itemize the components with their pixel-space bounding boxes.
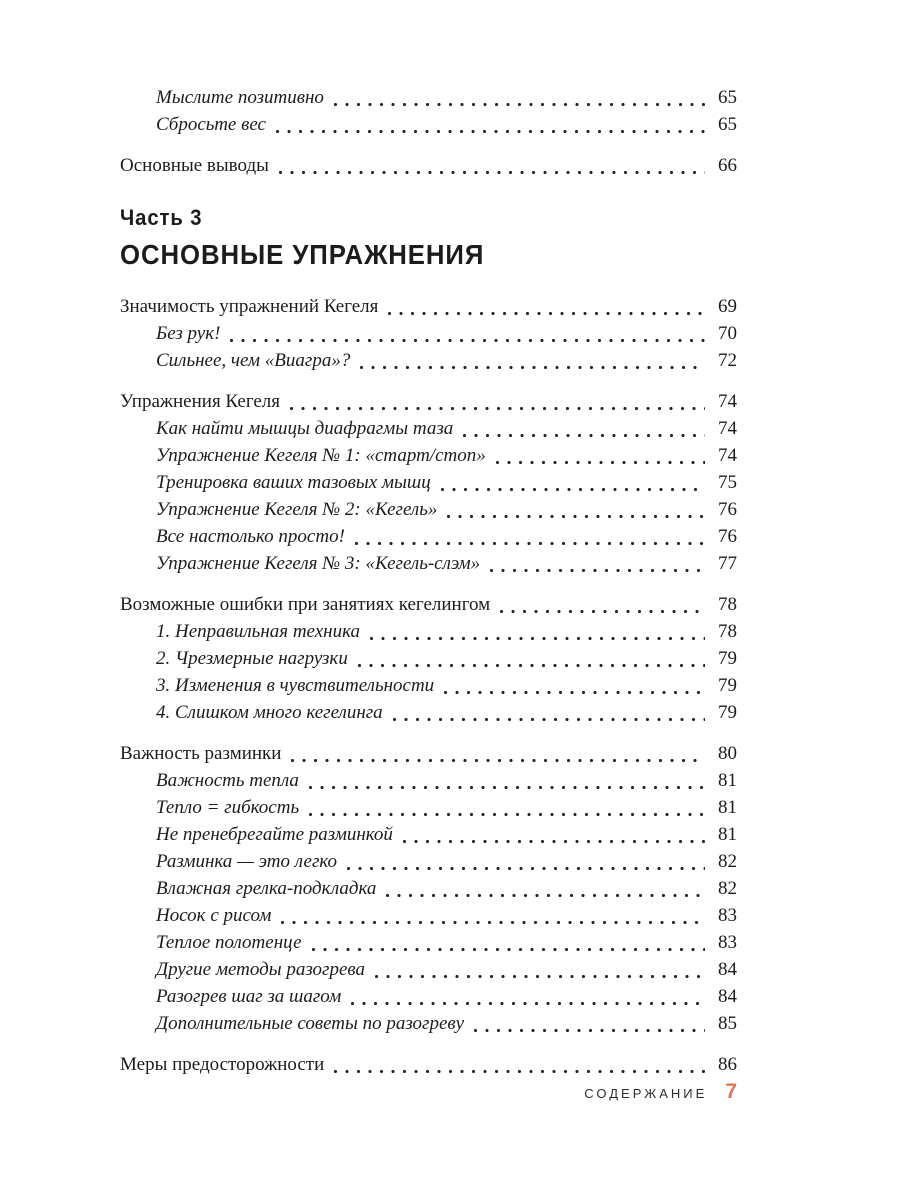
part-title: ОСНОВНЫЕ УПРАЖНЕНИЯ bbox=[120, 239, 485, 270]
dot-leader bbox=[279, 171, 705, 174]
toc-entry-page: 78 bbox=[718, 594, 737, 615]
toc-entry-label: 1. Неправильная техника bbox=[156, 621, 361, 642]
dot-leader bbox=[358, 664, 705, 667]
toc-entry bbox=[120, 902, 737, 929]
toc-entry bbox=[120, 293, 737, 320]
toc-entry bbox=[120, 111, 737, 138]
toc-entry bbox=[120, 1051, 737, 1078]
dot-leader bbox=[444, 691, 705, 694]
toc-entry bbox=[120, 983, 737, 1010]
toc-entry-page: 81 bbox=[718, 824, 737, 845]
toc-entry bbox=[120, 740, 737, 767]
toc-entry-page: 83 bbox=[718, 932, 737, 953]
toc-entry-page: 69 bbox=[718, 296, 737, 317]
toc-entry-label: Упражнение Кегеля № 3: «Кегель-слэм» bbox=[156, 553, 481, 574]
dot-leader bbox=[447, 515, 705, 518]
toc-entry-page: 75 bbox=[718, 472, 737, 493]
toc-entry-label: Упражнение Кегеля № 2: «Кегель» bbox=[156, 499, 438, 520]
toc-entry bbox=[120, 767, 737, 794]
dot-leader bbox=[496, 461, 705, 464]
toc-entry-label: Упражнение Кегеля № 1: «старт/стоп» bbox=[156, 445, 486, 466]
toc-entry-label: Другие методы разогрева bbox=[156, 959, 365, 980]
dot-leader bbox=[291, 759, 705, 762]
toc-entry-label: Сбросьте вес bbox=[156, 114, 266, 135]
dot-leader bbox=[309, 786, 705, 789]
toc-entry-page: 65 bbox=[718, 114, 737, 135]
toc-entry bbox=[120, 848, 737, 875]
toc-entry-label: 4. Слишком много кегелинга bbox=[156, 702, 383, 723]
toc-entry-page: 74 bbox=[718, 418, 737, 439]
toc-entry-page: 79 bbox=[718, 675, 737, 696]
dot-leader bbox=[355, 542, 705, 545]
toc-entry-page: 74 bbox=[718, 445, 737, 466]
toc-entry bbox=[120, 415, 737, 442]
toc-list-top bbox=[120, 84, 737, 179]
footer-section-label: СОДЕРЖАНИЕ bbox=[584, 1086, 708, 1101]
toc-entry-page: 80 bbox=[718, 743, 737, 764]
toc-entry-page: 79 bbox=[718, 648, 737, 669]
toc-entry bbox=[120, 699, 737, 726]
dot-leader bbox=[441, 488, 705, 491]
page-footer bbox=[584, 1080, 737, 1104]
toc-entry-page: 72 bbox=[718, 350, 737, 371]
toc-entry bbox=[120, 794, 737, 821]
toc-entry bbox=[120, 550, 737, 577]
dot-leader bbox=[360, 366, 705, 369]
toc-entry bbox=[120, 1010, 737, 1037]
toc-entry bbox=[120, 618, 737, 645]
toc-list-main bbox=[120, 293, 737, 1078]
toc-entry-page: 79 bbox=[718, 702, 737, 723]
dot-leader bbox=[463, 434, 705, 437]
toc-entry-label: Как найти мышцы диафрагмы таза bbox=[156, 418, 454, 439]
toc-entry bbox=[120, 672, 737, 699]
dot-leader bbox=[403, 840, 705, 843]
toc-entry-label: Тренировка ваших тазовых мышц bbox=[156, 472, 431, 493]
dot-leader bbox=[500, 610, 705, 613]
toc-entry-label: Возможные ошибки при занятиях кегелингом bbox=[120, 594, 491, 615]
toc-entry bbox=[120, 591, 737, 618]
toc-entry-label: Меры предосторожности bbox=[120, 1054, 325, 1075]
toc-entry bbox=[120, 469, 737, 496]
toc-entry bbox=[120, 320, 737, 347]
toc-entry-label: Разогрев шаг за шагом bbox=[156, 986, 342, 1007]
toc-entry-label: 3. Изменения в чувствительности bbox=[156, 675, 435, 696]
toc-entry-page: 74 bbox=[718, 391, 737, 412]
dot-leader bbox=[386, 894, 705, 897]
dot-leader bbox=[490, 569, 705, 572]
toc-entry bbox=[120, 496, 737, 523]
toc-entry-label: Все настолько просто! bbox=[156, 526, 345, 547]
toc-entry bbox=[120, 442, 737, 469]
toc-entry-label: Разминка — это легко bbox=[156, 851, 338, 872]
toc-entry-label: Мыслите позитивно bbox=[156, 87, 324, 108]
dot-leader bbox=[281, 921, 705, 924]
toc-entry bbox=[120, 821, 737, 848]
toc-entry-page: 70 bbox=[718, 323, 737, 344]
toc-entry-page: 82 bbox=[718, 878, 737, 899]
toc-entry-page: 85 bbox=[718, 1013, 737, 1034]
dot-leader bbox=[334, 103, 705, 106]
toc-entry-page: 84 bbox=[718, 959, 737, 980]
toc-entry-page: 82 bbox=[718, 851, 737, 872]
toc-entry-page: 86 bbox=[718, 1054, 737, 1075]
part-heading bbox=[120, 205, 737, 271]
toc-entry-label: Сильнее, чем «Виагра»? bbox=[156, 350, 351, 371]
dot-leader bbox=[290, 407, 705, 410]
toc-entry-page: 78 bbox=[718, 621, 737, 642]
dot-leader bbox=[334, 1070, 705, 1073]
part-label: Часть 3 bbox=[120, 205, 203, 230]
dot-leader bbox=[230, 339, 705, 342]
toc-entry-page: 65 bbox=[718, 87, 737, 108]
toc-entry-label: Основные выводы bbox=[120, 155, 269, 176]
toc-entry-label: Теплое полотенце bbox=[156, 932, 302, 953]
toc-entry bbox=[120, 84, 737, 111]
toc-entry-page: 84 bbox=[718, 986, 737, 1007]
toc-entry-page: 83 bbox=[718, 905, 737, 926]
toc-entry-label: Влажная грелка-подкладка bbox=[156, 878, 377, 899]
toc-entry-label: 2. Чрезмерные нагрузки bbox=[156, 648, 348, 669]
toc-entry-label: Важность тепла bbox=[156, 770, 299, 791]
toc-entry-label: Упражнения Кегеля bbox=[120, 391, 281, 412]
toc-entry-label: Не пренебрегайте разминкой bbox=[156, 824, 393, 845]
toc-entry bbox=[120, 875, 737, 902]
dot-leader bbox=[347, 867, 705, 870]
dot-leader bbox=[309, 813, 705, 816]
toc-entry-page: 81 bbox=[718, 797, 737, 818]
toc-entry-label: Значимость упражнений Кегеля bbox=[120, 296, 379, 317]
toc-entry-page: 66 bbox=[718, 155, 737, 176]
toc-entry bbox=[120, 956, 737, 983]
toc-entry-page: 77 bbox=[718, 553, 737, 574]
dot-leader bbox=[375, 975, 705, 978]
toc-entry-label: Тепло = гибкость bbox=[156, 797, 300, 818]
dot-leader bbox=[393, 718, 705, 721]
toc-entry bbox=[120, 152, 737, 179]
toc-entry-page: 76 bbox=[718, 526, 737, 547]
toc-entry bbox=[120, 929, 737, 956]
dot-leader bbox=[351, 1002, 705, 1005]
toc-content bbox=[120, 84, 737, 1078]
toc-entry-label: Важность разминки bbox=[120, 743, 282, 764]
toc-entry-label: Носок с рисом bbox=[156, 905, 272, 926]
toc-entry-page: 81 bbox=[718, 770, 737, 791]
dot-leader bbox=[388, 312, 705, 315]
dot-leader bbox=[312, 948, 705, 951]
footer-page-number: 7 bbox=[725, 1080, 737, 1103]
toc-entry bbox=[120, 388, 737, 415]
dot-leader bbox=[370, 637, 705, 640]
dot-leader bbox=[474, 1029, 705, 1032]
toc-entry-page: 76 bbox=[718, 499, 737, 520]
toc-entry bbox=[120, 523, 737, 550]
toc-entry-label: Без рук! bbox=[156, 323, 221, 344]
toc-entry-label: Дополнительные советы по разогреву bbox=[156, 1013, 465, 1034]
toc-entry bbox=[120, 347, 737, 374]
toc-entry bbox=[120, 645, 737, 672]
dot-leader bbox=[276, 130, 705, 133]
